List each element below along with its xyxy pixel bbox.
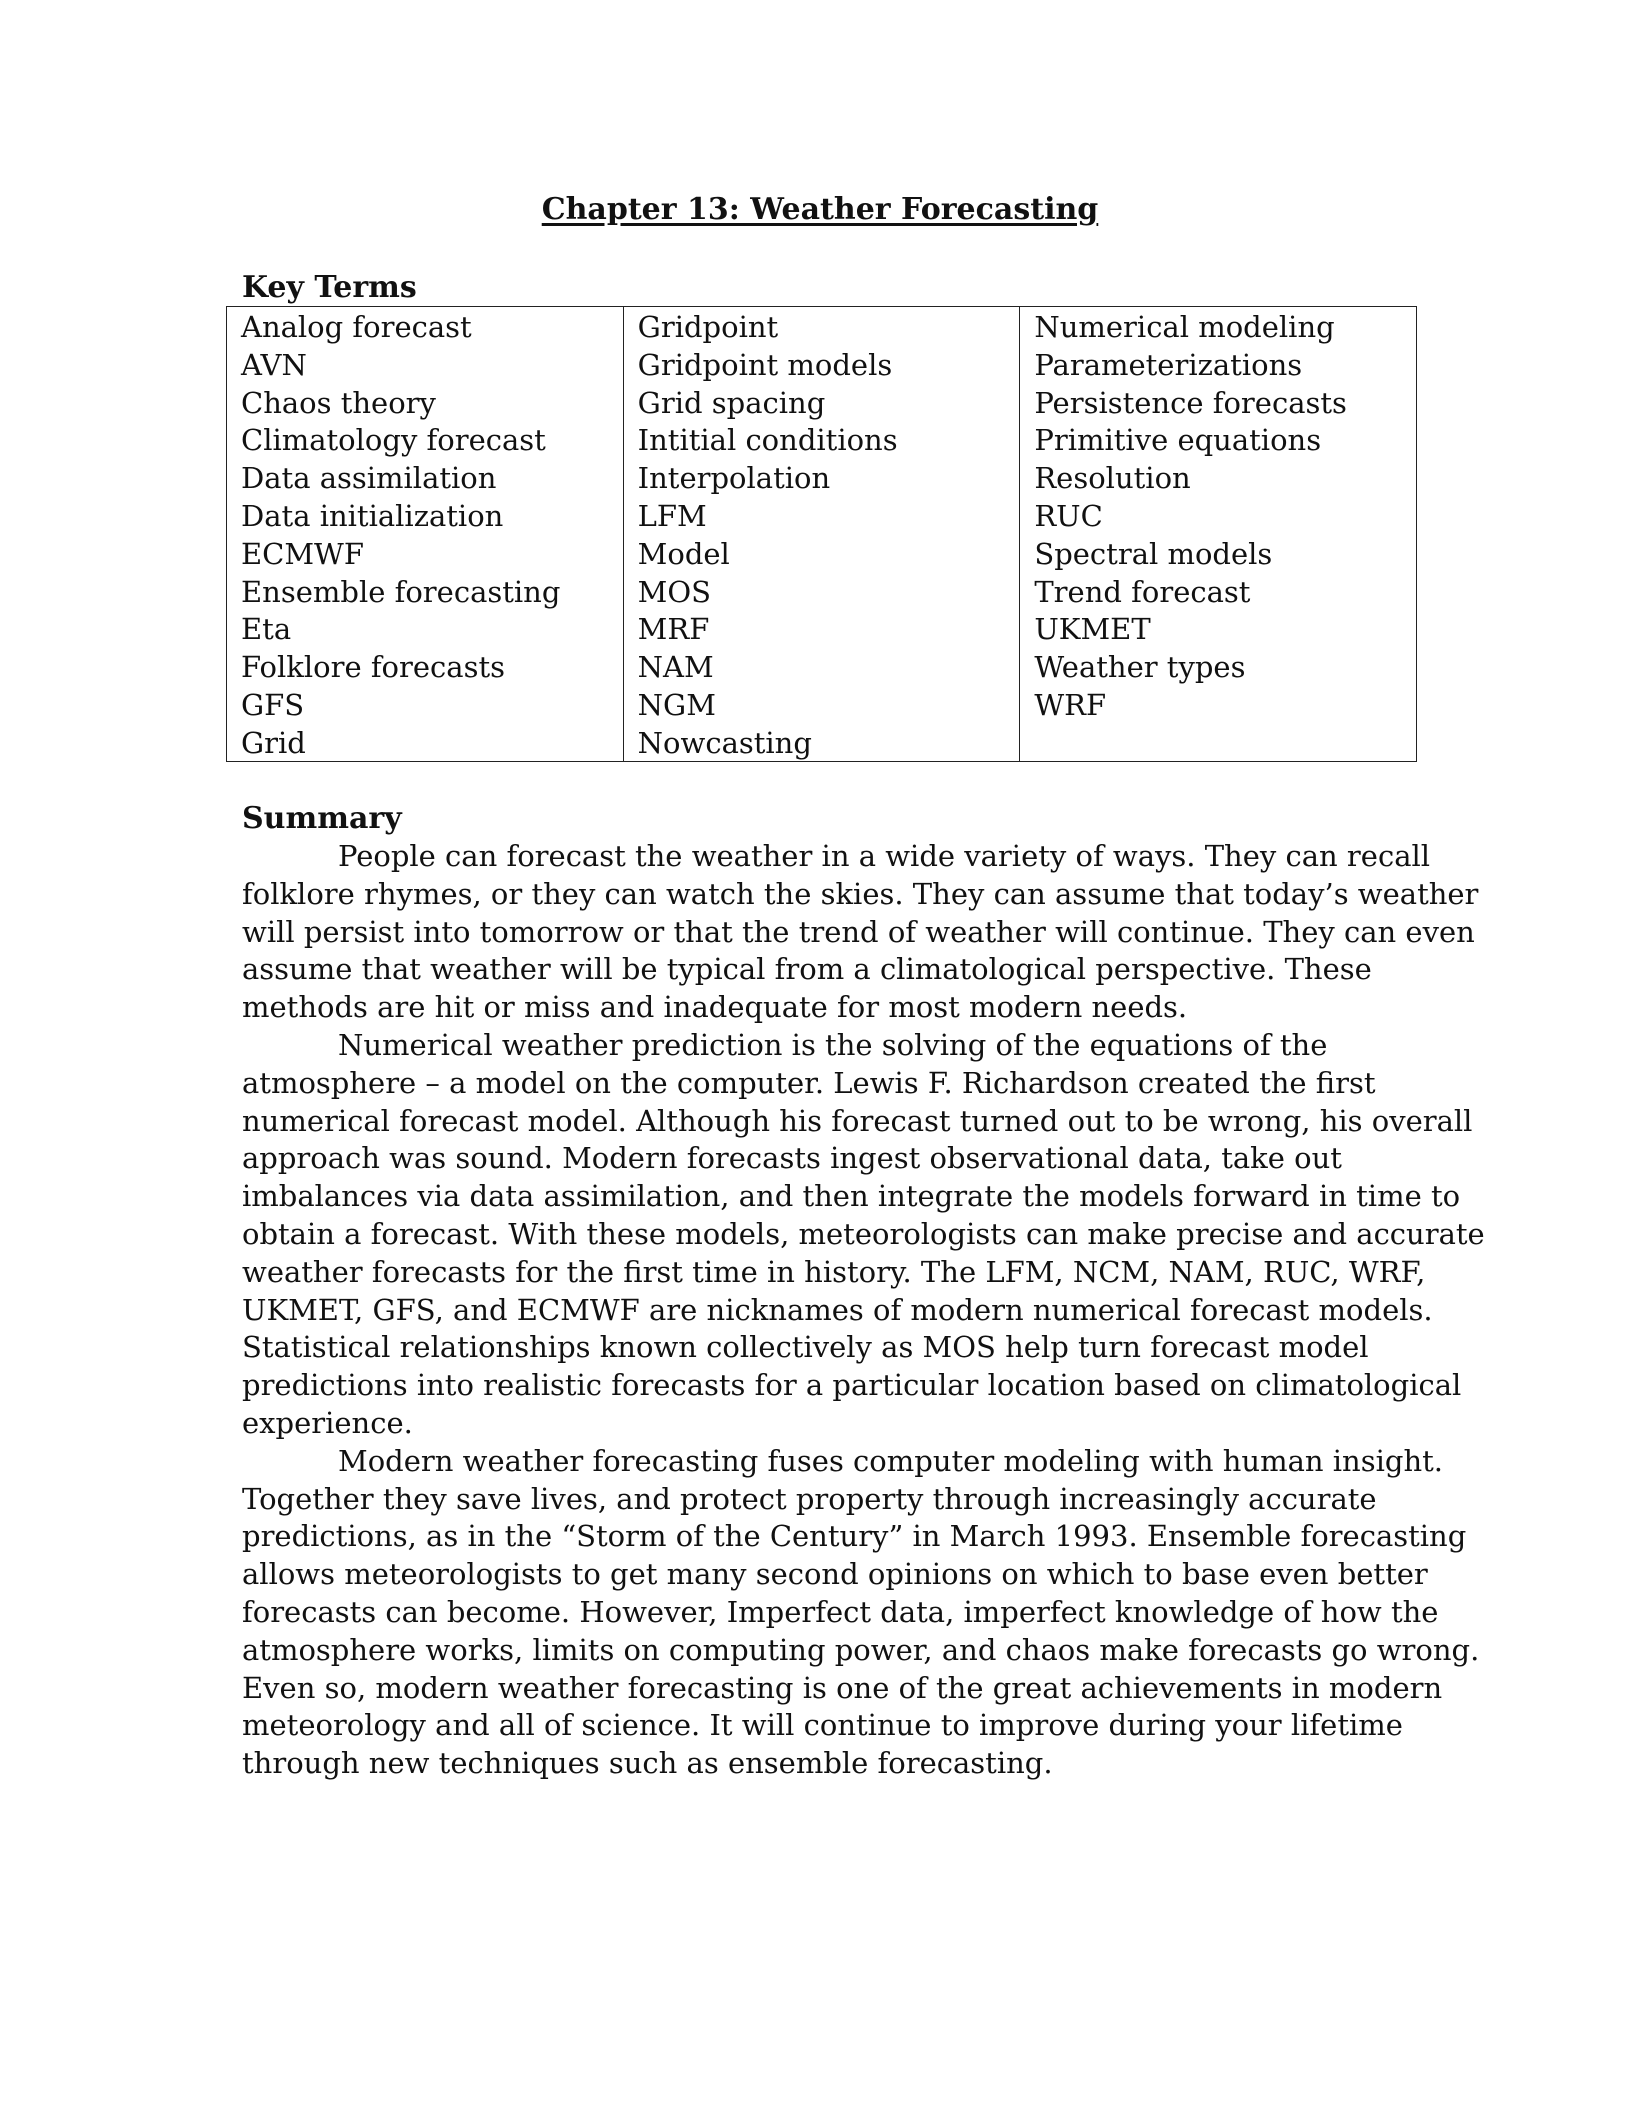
- summary-line: experience.: [242, 1405, 413, 1440]
- key-term: Chaos theory: [241, 385, 436, 420]
- summary-heading: Summary: [242, 801, 402, 836]
- key-term: Numerical modeling: [1034, 310, 1335, 344]
- summary-line: forecasts can become. However, Imperfect data, imperfect knowledge of how the: [242, 1594, 1439, 1629]
- key-term: Grid: [241, 725, 306, 760]
- key-term: Gridpoint models: [637, 347, 893, 382]
- summary-line: approach was sound. Modern forecasts ingest observational data, take out: [242, 1141, 1342, 1176]
- key-term: Eta: [241, 612, 292, 647]
- summary-line: predictions into realistic forecasts for a particular location based on climatological: [242, 1368, 1462, 1403]
- key-term: AVN: [241, 347, 307, 382]
- summary-line: methods are hit or miss and inadequate for most modern needs.: [242, 990, 1188, 1025]
- key-terms-column-2: [624, 307, 1021, 761]
- summary-line: folklore rhymes, or they can watch the skies. They can assume that today’s weather: [242, 876, 1479, 911]
- summary-line: Modern weather forecasting fuses computer modeling with human insight.: [338, 1443, 1444, 1478]
- key-term: Folklore forecasts: [241, 650, 505, 685]
- key-term: Gridpoint: [637, 310, 779, 344]
- key-term: Resolution: [1034, 461, 1191, 496]
- key-term: LFM: [637, 498, 707, 533]
- key-term: RUC: [1034, 498, 1103, 533]
- key-term: MOS: [637, 574, 712, 609]
- summary-line: atmosphere works, limits on computing power, and chaos make forecasts go wrong.: [242, 1632, 1480, 1667]
- key-term: UKMET: [1034, 612, 1151, 647]
- key-term: GFS: [241, 687, 305, 722]
- key-terms-column-3: [1020, 307, 1416, 761]
- key-term: NGM: [637, 687, 716, 722]
- key-term: Interpolation: [637, 461, 831, 496]
- key-term: Data initialization: [241, 498, 504, 533]
- summary-line: will persist into tomorrow or that the trend of weather will continue. They can even: [242, 914, 1475, 949]
- summary-line: obtain a forecast. With these models, meteorologists can make precise and accurate: [242, 1216, 1485, 1251]
- key-term: ECMWF: [241, 536, 364, 571]
- key-term: Data assimilation: [241, 461, 497, 496]
- summary-line: through new techniques such as ensemble forecasting.: [242, 1746, 1053, 1781]
- summary-line: allows meteorologists to get many second opinions on which to base even better: [242, 1557, 1428, 1592]
- summary-line: weather forecasts for the first time in history. The LFM, NCM, NAM, RUC, WRF,: [242, 1254, 1426, 1289]
- key-terms-table: [226, 306, 1417, 762]
- key-term: Primitive equations: [1034, 423, 1322, 458]
- key-term: Trend forecast: [1034, 574, 1251, 609]
- summary-line: predictions, as in the “Storm of the Century” in March 1993. Ensemble forecasting: [242, 1519, 1467, 1554]
- summary-line: Together they save lives, and protect property through increasingly accurate: [242, 1481, 1377, 1516]
- summary-line: imbalances via data assimilation, and then integrate the models forward in time to: [242, 1179, 1461, 1214]
- key-term: Persistence forecasts: [1034, 385, 1347, 420]
- key-term: Parameterizations: [1034, 347, 1303, 382]
- key-term: Nowcasting: [637, 725, 812, 760]
- summary-line: numerical forecast model. Although his forecast turned out to be wrong, his overall: [242, 1103, 1473, 1138]
- key-term: Model: [637, 536, 730, 571]
- key-term: MRF: [637, 612, 710, 647]
- key-term: Analog forecast: [241, 310, 472, 344]
- key-term: Ensemble forecasting: [241, 574, 561, 609]
- key-term: NAM: [637, 650, 714, 685]
- summary-line: Even so, modern weather forecasting is one of the great achievements in modern: [242, 1670, 1443, 1705]
- summary-line: Statistical relationships known collectively as MOS help turn forecast model: [242, 1330, 1369, 1365]
- key-term: Climatology forecast: [241, 423, 546, 458]
- key-term: Spectral models: [1034, 536, 1273, 571]
- key-term: Grid spacing: [637, 385, 826, 420]
- key-term: Intitial conditions: [637, 423, 898, 458]
- summary-line: Numerical weather prediction is the solving of the equations of the: [338, 1027, 1328, 1062]
- chapter-title: Chapter 13: Weather Forecasting: [541, 192, 1099, 227]
- summary-line: meteorology and all of science. It will continue to improve during your lifetime: [242, 1708, 1403, 1743]
- summary-line: UKMET, GFS, and ECMWF are nicknames of modern numerical forecast models.: [242, 1292, 1433, 1327]
- summary-line: assume that weather will be typical from a climatological perspective. These: [242, 952, 1372, 987]
- key-terms-heading: Key Terms: [242, 270, 417, 305]
- key-term: WRF: [1034, 687, 1107, 722]
- key-terms-column-1: [227, 307, 624, 761]
- summary-line: People can forecast the weather in a wide variety of ways. They can recall: [338, 839, 1431, 873]
- summary-line: atmosphere – a model on the computer. Lewis F. Richardson created the first: [242, 1065, 1376, 1100]
- summary-text: [242, 838, 1485, 1783]
- key-term: Weather types: [1034, 650, 1246, 685]
